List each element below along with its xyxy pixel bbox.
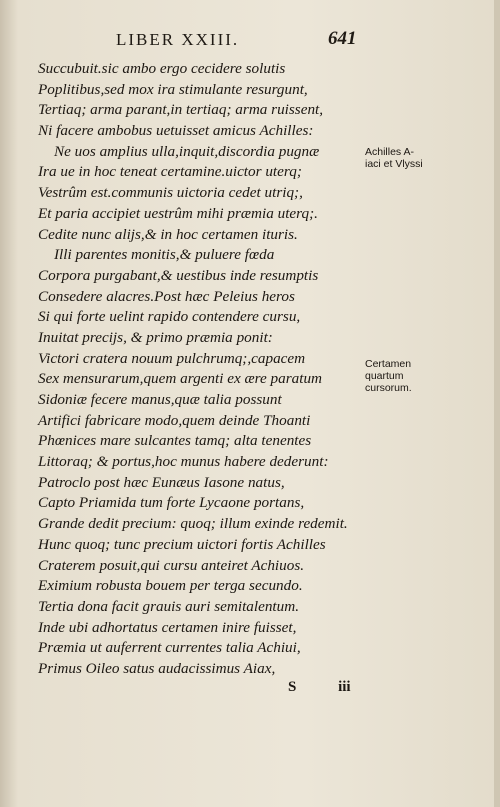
text-line: Ira ue in hoc teneat certamine.uictor uterq; bbox=[38, 163, 302, 181]
text-line: Littoraq; & portus,hoc munus habere dederunt: bbox=[38, 453, 329, 471]
page-footer bbox=[288, 679, 351, 696]
text-line: Tertia dona facit grauis auri semitalentum. bbox=[38, 597, 300, 615]
text-line: Eximium robusta bouem per terga secundo. bbox=[38, 577, 303, 595]
text-line: Artifici fabricare modo,quem deinde Thoanti bbox=[38, 411, 311, 429]
marginal-note-line: Certamen bbox=[365, 358, 412, 370]
text-line: Et paria accipiet uestrûm mihi præmia uterq;. bbox=[38, 204, 318, 222]
running-head: LIBER XXIII. bbox=[116, 30, 240, 49]
text-line: Succubuit.sic ambo ergo cecidere solutis bbox=[38, 60, 286, 77]
text-line: Capto Priamida tum forte Lycaone portans, bbox=[38, 494, 305, 512]
text-line: Illi parentes monitis,& puluere fœda bbox=[54, 246, 275, 264]
text-line: Grande dedit precium: quoq; illum exinde redemit. bbox=[38, 515, 348, 533]
text-line: Consedere alacres.Post hæc Peleius heros bbox=[38, 287, 295, 305]
poem-text-block bbox=[38, 59, 358, 680]
text-line: Præmia ut auferrent currentes talia Achiui, bbox=[38, 639, 301, 657]
text-line: Hunc quoq; tunc precium uictori fortis Achilles bbox=[38, 535, 326, 553]
catchword: iii bbox=[338, 679, 351, 695]
text-line: Victori cratera nouum pulchrumq;,capacem bbox=[38, 349, 306, 367]
text-line: Si qui forte uelint rapido contendere cursu, bbox=[38, 308, 301, 326]
marginal-note-line: quartum bbox=[365, 370, 404, 382]
text-line: Cedite nunc alijs,& in hoc certamen ituris. bbox=[38, 225, 298, 243]
text-line: Tertiaq; arma parant,in tertiaq; arma ruissent, bbox=[38, 101, 324, 119]
text-line: Phœnices mare sulcantes tamq; alta tenentes bbox=[38, 432, 312, 450]
text-line: Ne uos amplius ulla,inquit,discordia pugnæ bbox=[54, 142, 320, 160]
page-header bbox=[0, 30, 500, 52]
text-line: Ni facere ambobus uetuisset amicus Achilles: bbox=[38, 122, 314, 140]
marginal-note-achilles bbox=[365, 146, 423, 170]
text-line: Craterem posuit,qui cursu anteiret Achiuos. bbox=[38, 556, 305, 574]
text-line: Inde ubi adhortatus certamen inire fuisset, bbox=[38, 618, 297, 636]
page-edge bbox=[494, 0, 500, 807]
page-number: 641 bbox=[328, 28, 357, 49]
text-line: Inuitat precijs, & primo præmia ponit: bbox=[38, 328, 273, 346]
marginal-note-line: Achilles A- bbox=[365, 146, 415, 158]
marginal-note-certamen bbox=[365, 358, 412, 394]
text-line: Patroclo post hæc Eunæus Iasone natus, bbox=[38, 473, 285, 491]
text-line: Corpora purgabant,& uestibus inde resumptis bbox=[38, 266, 319, 284]
marginal-note-line: cursorum. bbox=[365, 382, 412, 394]
text-line: Poplitibus,sed mox ira stimulante resurgunt, bbox=[38, 80, 308, 98]
text-line: Primus Oileo satus audacissimus Aiax, bbox=[38, 659, 276, 677]
text-line: Sidoniæ fecere manus,quæ talia possunt bbox=[38, 391, 282, 408]
marginal-note-line: iaci et Vlyssi bbox=[365, 158, 423, 170]
text-line: Vestrûm est.communis uictoria cedet utriq;, bbox=[38, 184, 303, 202]
signature-mark: S bbox=[288, 679, 297, 695]
text-line: Sex mensurarum,quem argenti ex ære paratum bbox=[38, 370, 323, 388]
